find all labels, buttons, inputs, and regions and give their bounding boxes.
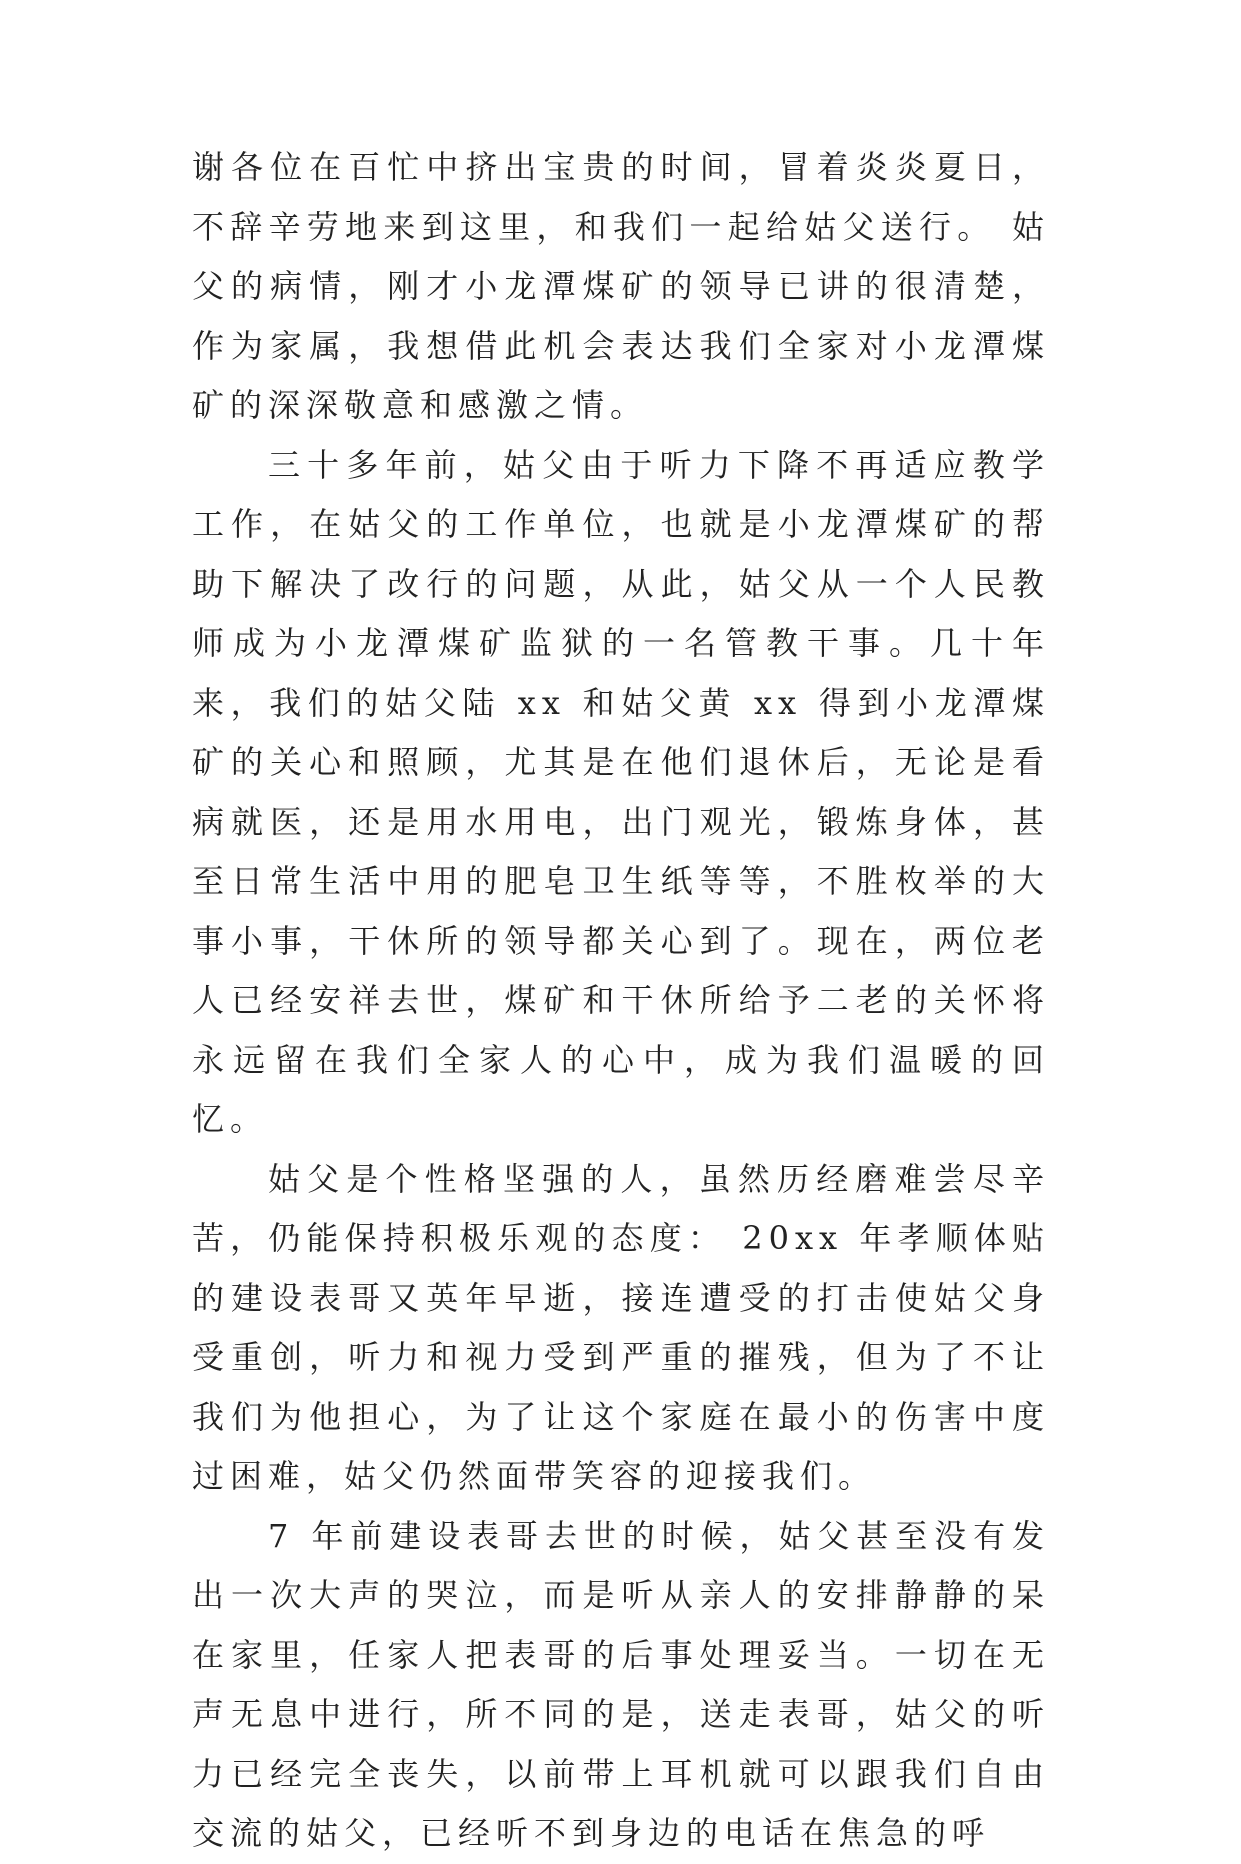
paragraph-1: 谢各位在百忙中挤出宝贵的时间，冒着炎炎夏日，不辞辛劳地来到这里，和我们一起给姑父送行。 姑父的病情，刚才小龙潭煤矿的领导已讲的很清楚，作为家属，我想借此机会表达我们全家对小龙潭煤矿的深深敬意和感激之情。 [192,148,1050,424]
paragraph-2: 三十多年前，姑父由于听力下降不再适应教学工作，在姑父的工作单位，也就是小龙潭煤矿的帮助下解决了改行的问题，从此，姑父从一个人民教师成为小龙潭煤矿监狱的一名管教干事。几十年来，我们的姑父陆 xx 和姑父黄 xx 得到小龙潭煤矿的关心和照顾，尤其是在他们退休后，无论是看病就医，还是用水用电，出门观光，锻炼身体，甚至日常生活中用的肥皂卫生纸等等，不胜枚举的大事小事，干休所的领导都关心到了。现在，两位老人已经安祥去世，煤矿和干休所给予二老的关怀将永远留在我们全家人的心中，成为我们温暖的回忆。 [192,445,1050,1138]
paragraph-3: 姑父是个性格坚强的人，虽然历经磨难尝尽辛苦，仍能保持积极乐观的态度： 20xx 年孝顺体贴的建设表哥又英年早逝，接连遭受的打击使姑父身受重创，听力和视力受到严重的摧残，但为了不让我们为他担心，为了让这个家庭在最小的伤害中度过困难，姑父仍然面带笑容的迎接我们。 [192,1159,1050,1495]
paragraph-4: 7 年前建设表哥去世的时候，姑父甚至没有发出一次大声的哭泣，而是听从亲人的安排静静的呆在家里，任家人把表哥的后事处理妥当。一切在无声无息中进行，所不同的是，送走表哥，姑父的听力已经完全丧失，以前带上耳机就可以跟我们自由交流的姑父，已经听不到身边的电话在焦急的呼 [192,1516,1050,1852]
document-body [192,138,1050,1864]
